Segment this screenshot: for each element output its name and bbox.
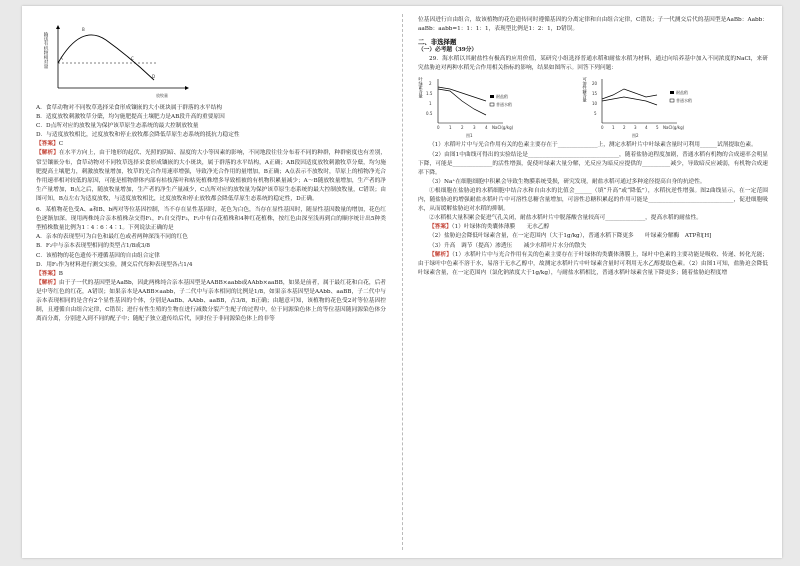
legend-normal: 普通水稻 bbox=[676, 98, 692, 104]
q29-part-3a: ①根细胞在盐胁迫的水稻细胞中结合水和自由水的比值会______（填“升高”或“降低”），水稻抗逆性增强。图2曲线显示，在一定范围内，随盐胁迫的增强耐盐水稻叶片中可溶性总糖含量增加，可溶性总糖积累起的作用可能是______________________________，促进细胞吸水，从而缓解盐胁迫对水稻的抑制。 bbox=[418, 187, 768, 213]
tick: 2 bbox=[461, 125, 464, 131]
explanation-text: 由于子一代的基因型是AaBb，因此两株纯合亲本基因型是AABB×aabb或AAbb×aaBB，如果是前者，属于最红花和白花，后者是中等红色的红花，A错误；如果亲本是AABB×aabb，子二代中与亲本相同的比例是1/8，如果亲本基因型是AAbb、aaBB，子二代中与亲本表现相同的是含有2个显性基因的个体，分别是AaBb、AAbb、aaBB，占3/8，B正确；由题意可知，该植物的花色受2对等位基因控制，且遵循自由组合定律，C错误；进行有性生殖的生物在进行减数分裂产生配子的过程中，位于同源染色体上的等位基因随同源染色体分离而分离，分别进入到不同的配子中；随配子独立遗传给后代，同时位于非同源染色体上的非等 bbox=[36, 279, 386, 323]
explanation-text: 在水平方向上，由于地形的起伏、光照的阴暗、湿度的大小等因素的影响，不同地段往往分布着不同的种群，种群密度也有差别，常呈镶嵌分布，食草动物对不同牧草选择采食形成镶嵌的大小斑块，属于群落的水平结构，A正确；AB段因适度放牧刺激牧草分蘖，均匀施肥提高土壤肥力，刺激放牧量增加，牧草的光合作用速率增强，导致净光合作用的量增加，B正确；A点表示不放牧时，草原上的植物净光合作用速率相对较低的原因，可能是植物群体内部有枯枝落叶和枯死植株增多导致植被的有机物积累量减少；A～B随放牧量增加，生产者的净生产量增加，B点之后，随放牧量增加，生产者的净生产量减少，C点所对应的放牧量为保护该草原生态系统的最大控制放牧量，C错误；由图可知，B点左右为适度放牧，与适度放牧相比，过度放牧和停止放牧都会降低草原生态系统的稳定性，D正确。 bbox=[36, 150, 387, 202]
legend-normal: 普通水稻 bbox=[496, 102, 512, 108]
explanation-tag: 【解析】 bbox=[36, 279, 59, 286]
answer-text: （1）叶绿体的类囊体薄膜 无水乙醇 bbox=[451, 224, 550, 231]
q29-stem: 29．海水稻以其耐盐性有极高的应用价值，某研究小组选择普通水稻和耐盐水稻为材料，通过向培养基中加入不同浓度的NaCl，来研究盐胁迫对两种水稻光合作用相关指标的影响，结果如图所示。回答下列问题： bbox=[418, 56, 768, 72]
tick: 3 bbox=[634, 125, 637, 131]
q6-option-d: D．用F₁作为材料进行测交实验，测交后代每种表现型各占1/4 bbox=[36, 261, 193, 268]
q6-stem: 6．某植物花色受A、a和B、b两对等位基因控制，当不存在显性基因时，花色为白色，当存在显性基因时，随显性基因数量的增加，花色红色逐渐加深。现用两株纯合亲本植株杂交得F₁，F₁自交得F₂，F₂中有白花植株和4种红花植株，按红色由深至浅再到白的顺序统计出5种类型植株数量比例为1∶4∶6∶4∶1。下列说法正确的是 bbox=[36, 207, 386, 232]
tick: 4 bbox=[645, 125, 648, 131]
tick: 2 bbox=[429, 81, 432, 87]
figure-1-ylabel: 叶绿素含量 bbox=[418, 77, 424, 99]
grazing-chart bbox=[36, 18, 206, 104]
tick: 1 bbox=[612, 125, 615, 131]
q5-option-b: B．适度放牧刺激牧草分蘖，均匀施肥提高土壤肥力是AB段升高的重要原因 bbox=[36, 114, 225, 121]
q29-part-3b: ②水稻根大量积累会促进气孔关闭，耐盐水稻叶片中脱落酸含量较高可______________，提高水稻的耐盐性。 bbox=[429, 215, 702, 222]
q5-answer bbox=[36, 140, 386, 149]
q29-answer-2: （2）盐胁迫会降低叶绿素含量，在一定范围内（大于1g/kg），普通水稻下降更多 叶绿素分解酶 ATP和[H] bbox=[429, 233, 712, 240]
tick: 5 bbox=[656, 125, 659, 131]
answer-tag: 【答案】 bbox=[429, 224, 452, 231]
tick: 5 bbox=[594, 111, 597, 117]
tick: 0.5 bbox=[426, 111, 433, 117]
answer-value: C bbox=[58, 141, 64, 148]
figure-2-chart bbox=[582, 75, 742, 139]
explanation-text: （1）水稻叶片中与光合作用有关的色素主要存在于叶绿体的类囊体薄膜上，绿叶中色素的主要功能是吸收、传递、转化光能；由于绿叶中色素不溶于水，易溶于无水乙醇中，故测定水稻叶片中叶绿素含量时可利用无水乙醇提取色素。（2）由图1可知，盐胁迫会降低叶绿素含量，在一定范围内（氯化钠浓度大于1g/kg），与耐盐水稻相比，普通水稻叶绿素含量下降更多；随着盐胁迫程度增 bbox=[418, 251, 768, 276]
q29-answer-3: （3）升高 调节（提高）渗透压 减少水稻叶片水分的散失 bbox=[429, 242, 587, 249]
q29-part-1: （1）水稻叶片中与光合作用有关的色素主要存在于______________上，测定水稻叶片中叶绿素含量时可利用______试剂提取色素。 bbox=[429, 142, 757, 149]
figure-1-caption: 图1 bbox=[466, 133, 473, 139]
tick: 2 bbox=[623, 125, 626, 131]
series-salt-tolerant-line bbox=[602, 89, 657, 99]
tick: 1.5 bbox=[426, 91, 433, 97]
figure-1 bbox=[418, 75, 568, 139]
q29-part-2: （2）由图1中曲线可得出的实验结论是________________________________，随着盐胁迫程度加剧，普通水稻有机物的合成速率会明显下降，可能是______________的活性增强，促使叶绿素大量分解，光反应为暗反应提供的__________减少，导致暗反应减弱，有机物合成速率下降。 bbox=[418, 151, 768, 176]
tick: 0 bbox=[601, 125, 604, 131]
x-axis-label: NaCl(g/kg) bbox=[663, 125, 685, 131]
graph-grazing bbox=[36, 18, 386, 104]
figure-2-caption: 图2 bbox=[632, 133, 639, 139]
explanation-tag: 【解析】 bbox=[429, 251, 452, 258]
x-axis-label: NaCl(g/kg) bbox=[492, 125, 514, 131]
answer-tag: 【答案】 bbox=[36, 141, 59, 148]
right-column bbox=[418, 6, 768, 558]
q6-explanation bbox=[36, 279, 386, 324]
series-salt-tolerant-line bbox=[438, 87, 486, 101]
legend-swatch bbox=[670, 91, 674, 94]
q5-option-a: A．食草动物对不同牧草选择采食形成镶嵌的大小斑块属于群落的水平结构 bbox=[36, 105, 223, 111]
tick: 4 bbox=[485, 125, 488, 131]
legend-swatch bbox=[490, 95, 494, 98]
tick: 20 bbox=[592, 81, 598, 87]
q5-option-c: C．D点所对应的放牧量为保护该草原生态系统的最大控制放牧量 bbox=[36, 123, 199, 130]
q6-answer bbox=[36, 270, 386, 279]
q29-part-3: （3）Na⁺在细胞细胞中积累会导致生物膜系统受损，研究发现，耐盐水稻可通过多种途径提高自身的抗逆性。 bbox=[429, 178, 706, 185]
point-a-label: A bbox=[60, 56, 63, 61]
tick: 1 bbox=[429, 101, 432, 107]
tick: 10 bbox=[592, 101, 598, 107]
explanation-tag: 【解析】 bbox=[36, 150, 59, 157]
q5-option-d: D．与适度放牧相比，过度放牧和停止放牧都会降低草原生态系统的抵抗力稳定性 bbox=[36, 132, 240, 139]
legend-salt-tolerant: 耐盐稻 bbox=[496, 94, 508, 100]
legend-swatch bbox=[670, 99, 674, 102]
graph-xlabel: 放牧量 bbox=[156, 93, 168, 98]
series-normal-line bbox=[602, 97, 657, 105]
column-divider bbox=[402, 14, 403, 550]
q29-explanation bbox=[418, 251, 768, 278]
tick: 3 bbox=[473, 125, 476, 131]
legend-swatch bbox=[490, 103, 494, 106]
answer-tag: 【答案】 bbox=[36, 270, 59, 277]
document-page bbox=[22, 6, 782, 558]
q6-option-c: C．该植物的花色遗传不遵循基因的自由组合定律 bbox=[36, 252, 160, 259]
q5-explanation bbox=[36, 149, 386, 204]
figure-2 bbox=[582, 75, 742, 139]
q6-option-a: A．亲本的表现型可为白色和最红色或者两种深浅不同的红色 bbox=[36, 234, 188, 241]
graph-ylabel: 输送有机物相对量 bbox=[43, 32, 48, 69]
figures-row bbox=[418, 75, 768, 139]
q6-explanation-continued: 位基因进行自由组合，故该植物的花色遗传同时遵循基因的分离定律和自由组合定律，C错误；子一代测交后代的基因型是AaBb：Aabb：aaBb：aabb=1：1：1：1，表现型比例是1：2：1，D错误。 bbox=[418, 17, 768, 33]
point-c-label: C bbox=[131, 56, 134, 61]
q6-option-b: B．F₂中与亲本表现型相同的类型占1/8或3/8 bbox=[36, 243, 151, 250]
figure-2-ylabel: 可溶性糖含量 bbox=[582, 77, 588, 103]
figure-1-chart bbox=[418, 75, 568, 139]
legend-salt-tolerant: 耐盐稻 bbox=[676, 90, 688, 96]
answer-value: B bbox=[58, 270, 63, 277]
section-title: 二、非选择题 bbox=[418, 38, 457, 47]
tick: 1 bbox=[449, 125, 452, 131]
section-subtitle: （一）必考题（39分） bbox=[418, 47, 478, 54]
q29-answer-1 bbox=[418, 223, 768, 232]
tick: 15 bbox=[592, 91, 598, 97]
tick: 0 bbox=[437, 125, 440, 131]
point-b-label: B bbox=[82, 27, 85, 32]
left-column bbox=[36, 6, 386, 558]
point-d-label: D bbox=[152, 74, 156, 79]
